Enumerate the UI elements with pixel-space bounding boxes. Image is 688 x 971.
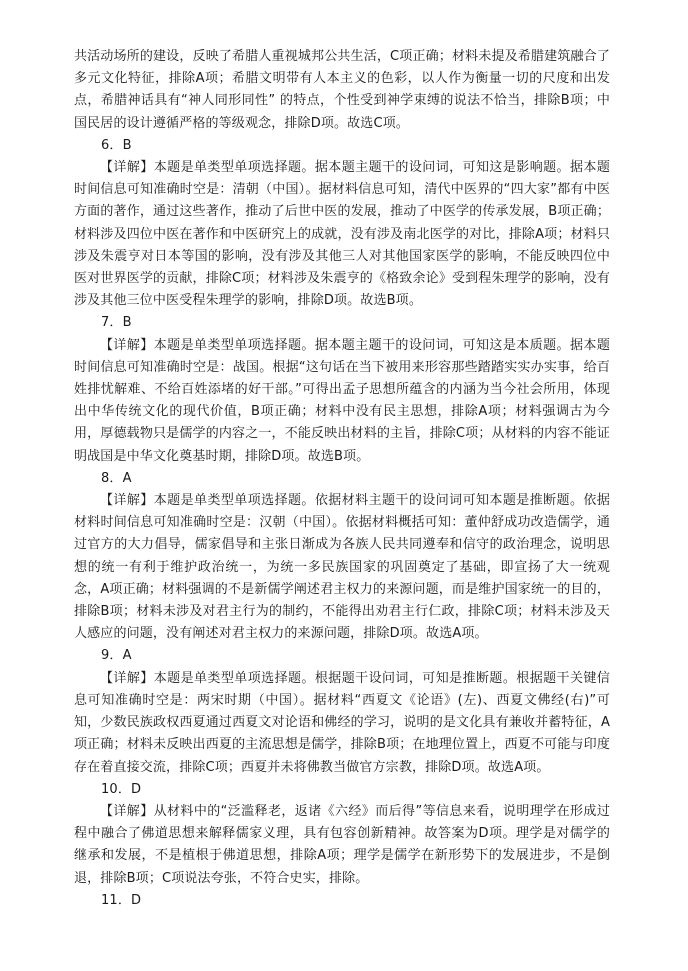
question-number-8: 8．A — [101, 470, 132, 486]
answer-explanations — [74, 46, 610, 912]
question-number-10: 10．D — [101, 781, 142, 797]
question-number-9: 9．A — [101, 648, 132, 664]
explanation-7: 【详解】本题是单类型单项选择题。据本题主题干的设问词，可知这是本质题。据本题时间信息可知准确时空是：战国。根据“这句话在当下被用来形容那些踏踏实实办实事，给百姓排忧解难、不给百姓添堵的好干部。”可得出孟子思想所蕴含的内涵为当今社会所用，体现出中华传统文化的现代价值，B项正确；材料中没有民主思想，排除A项；材料强调古为今用，厚德载物只是儒学的内容之一，不能反映出材料的主旨，排除C项；从材料的内容不能证明战国是中华文化奠基时期，排除D项。故选B项。 — [74, 337, 610, 464]
explanation-6: 【详解】本题是单类型单项选择题。据本题主题干的设问词，可知这是影响题。据本题时间信息可知准确时空是：清朝（中国）。据材料信息可知，清代中医界的“四大家”都有中医方面的著作，通过这些著作，推动了后世中医的发展，推动了中医学的传承发展，B项正确；材料涉及四位中医在著作和中医研究上的成就，没有涉及南北医学的对比，排除A项；材料只涉及朱震亨对日本等国的影响，没有涉及其他三人对其他国家医学的影响，不能反映四位中医对世界医学的贡献，排除C项；材料涉及朱震亨的《格致余论》受到程朱理学的影响，没有涉及其他三位中医受程朱理学的影响，排除D项。故选B项。 — [74, 160, 610, 309]
question-number-7: 7．B — [101, 315, 132, 331]
explanation-8: 【详解】本题是单类型单项选择题。依据材料主题干的设问词可知本题是推断题。依据材料时间信息可知准确时空是：汉朝（中国）。依据材料概括可知：董仲舒成功改造儒学，通过官方的大力倡导，儒家倡导和主张日渐成为各族人民共同遵奉和信守的政治理念，说明思想的统一有利于维护政治统一，为统一多民族国家的巩固奠定了基础，即宣扬了大一统观念，A项正确；材料强调的不是新儒学阐述君主权力的来源问题，而是维护国家统一的目的，排除B项；材料未涉及对君主行为的制约，不能得出劝君主行仁政，排除C项；材料未涉及天人感应的问题，没有阐述对君主权力的来源问题，排除D项。故选A项。 — [74, 493, 610, 642]
continuation-paragraph: 共活动场所的建设，反映了希腊人重视城邦公共生活，C项正确；材料未提及希腊建筑融合了多元文化特征，排除A项；希腊文明带有人本主义的色彩，以人作为衡量一切的尺度和出发点，希腊神话具有“神人同形同性” 的特点，个性受到神学束缚的说法不恰当，排除B项；中国民居的设计遵循严格的等级观念，排除D项。故选C项。 — [74, 49, 610, 131]
question-number-11: 11．D — [101, 892, 142, 908]
question-number-6: 6．B — [101, 137, 132, 153]
explanation-9: 【详解】本题是单类型单项选择题。根据题干设问词，可知是推断题。根据题干关键信息可知准确时空是：两宋时期（中国）。据材料“西夏文《论语》(左)、西夏文佛经(右)”可知，少数民族政权西夏通过西夏文对论语和佛经的学习，说明的是文化具有兼收并蓄特征，A项正确；材料未反映出西夏的主流思想是儒学，排除B项；在地理位置上，西夏不可能与印度存在着直接交流，排除C项；西夏并未将佛教当做官方宗教，排除D项。故选A项。 — [74, 670, 610, 775]
explanation-10: 【详解】从材料中的“泛滥释老，返诸《六经》而后得”等信息来看，说明理学在形成过程中融合了佛道思想来解释儒家义理，具有包容创新精神。故答案为D项。理学是对儒学的继承和发展，不是植根于佛道思想，排除A项；理学是儒学在新形势下的发展进步，不是倒退，排除B项；C项说法夸张，不符合史实，排除。 — [74, 803, 610, 886]
